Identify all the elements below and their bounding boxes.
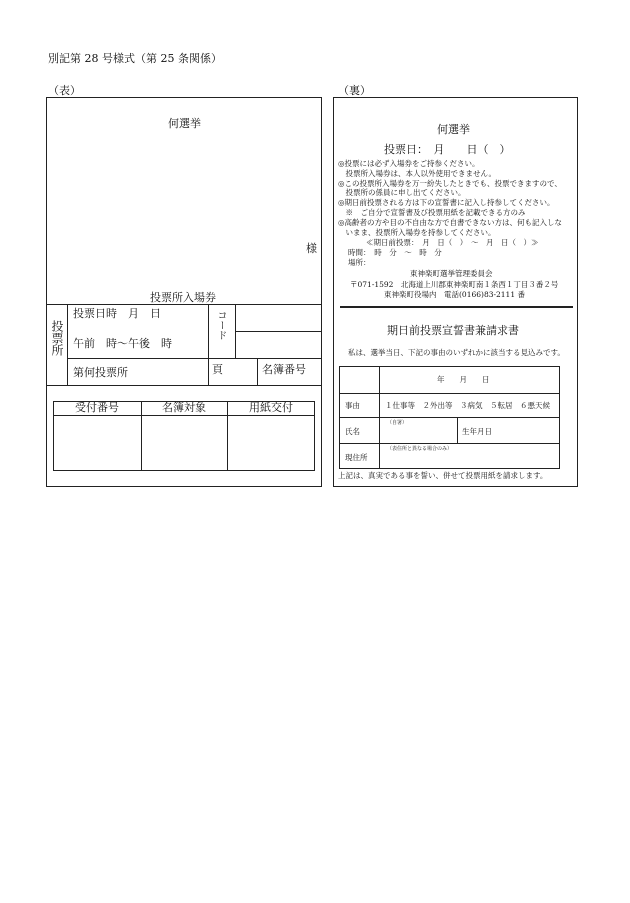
address-label: 現住所 bbox=[345, 453, 368, 462]
reason-options: １仕事等 ２外出等 ３病気 ５転居 ６悪天候 bbox=[385, 401, 550, 410]
time-label: 午前 時〜午後 時 bbox=[73, 337, 172, 350]
form-title: 別記第 28 号様式（第 25 条関係） bbox=[48, 52, 222, 65]
address-note: （表住所と異なる場合のみ） bbox=[387, 446, 453, 452]
polling-place-vertical-label: 投票所 bbox=[50, 320, 64, 356]
back-label: （裏） bbox=[338, 84, 371, 97]
declaration-footer: 上記は、真実である事を誓い、併せて投票用紙を請求します。 bbox=[338, 471, 548, 480]
venue: 場所： bbox=[348, 258, 371, 267]
ticket-title: 投票所入場券 bbox=[150, 291, 216, 304]
grid-line bbox=[457, 417, 458, 443]
notice-line: いまま、投票所入場券を持参してください。 bbox=[338, 227, 496, 237]
grid-line bbox=[339, 393, 560, 394]
grid-line bbox=[53, 415, 315, 416]
voting-hours: 時間： 時 分 〜 時 分 bbox=[348, 248, 442, 257]
date-cell: 年 月 日 bbox=[437, 375, 490, 384]
declaration-intro: 私は、選挙当日、下記の事由のいずれかに該当する見込みです。 bbox=[348, 348, 565, 357]
grid-line bbox=[339, 417, 560, 418]
vote-day: 投票日： 月 日（ ） bbox=[384, 143, 511, 156]
notice-line: 投票所入場券は、本人以外使用できません。 bbox=[338, 168, 496, 178]
register-number-label: 名簿番号 bbox=[262, 363, 306, 376]
grid-line bbox=[208, 304, 209, 385]
notice-line: 投票所の係員に申し出てください。 bbox=[338, 188, 466, 198]
signature-note: （自署） bbox=[387, 420, 408, 426]
name-label: 氏名 bbox=[345, 427, 360, 436]
table-header: 用紙交付 bbox=[249, 401, 293, 414]
notice-line: ◎投票には必ず入場券をご持参ください。 bbox=[338, 159, 480, 168]
grid-line bbox=[257, 358, 258, 385]
code-label: コード bbox=[215, 310, 226, 340]
section-divider bbox=[340, 306, 573, 308]
notice-line: ◎この投票所入場券を万一紛失したときでも、投票できますので、 bbox=[338, 178, 562, 188]
early-vote-period: ≪期日前投票： 月 日（ ） 〜 月 日（ ）≫ bbox=[366, 238, 539, 247]
notice-line: ※ ご自分で宣誓書及び投票用紙を記載できる方のみ bbox=[338, 207, 526, 217]
grid-line bbox=[339, 443, 560, 444]
grid-line bbox=[235, 331, 322, 332]
notice-line: ◎期日前投票される方は下の宣誓書に記入し持参してください。 bbox=[338, 198, 555, 208]
front-election-name: 何選挙 bbox=[168, 117, 201, 130]
notice-line: ◎高齢者の方や目の不自由な方で自書できない方は、何も記入しな bbox=[338, 217, 563, 227]
page-label: 頁 bbox=[212, 363, 223, 376]
committee-office: 東神楽町役場内 電話(0166)83-2111 番 bbox=[384, 290, 525, 299]
committee-name: 東神楽町選挙管理委員会 bbox=[410, 269, 493, 278]
polling-place-label: 第何投票所 bbox=[73, 366, 128, 379]
birthdate-label: 生年月日 bbox=[462, 427, 492, 436]
date-label: 投票日時 月 日 bbox=[73, 307, 161, 320]
reason-label: 事由 bbox=[345, 401, 360, 410]
back-election-name: 何選挙 bbox=[437, 123, 470, 136]
notice-list bbox=[338, 159, 562, 237]
grid-line bbox=[67, 358, 322, 359]
grid-line bbox=[46, 304, 322, 305]
table-header: 名簿対象 bbox=[162, 401, 206, 414]
committee-address: 〒071-1592 北海道上川郡東神楽町南１条西１丁目３番２号 bbox=[350, 280, 559, 289]
grid-line bbox=[46, 385, 322, 386]
honorific-sama: 様 bbox=[306, 242, 317, 255]
grid-line bbox=[67, 304, 68, 385]
declaration-title: 期日前投票宣誓書兼請求書 bbox=[387, 324, 519, 337]
table-header: 受付番号 bbox=[75, 401, 119, 414]
front-label: （表） bbox=[48, 84, 81, 97]
